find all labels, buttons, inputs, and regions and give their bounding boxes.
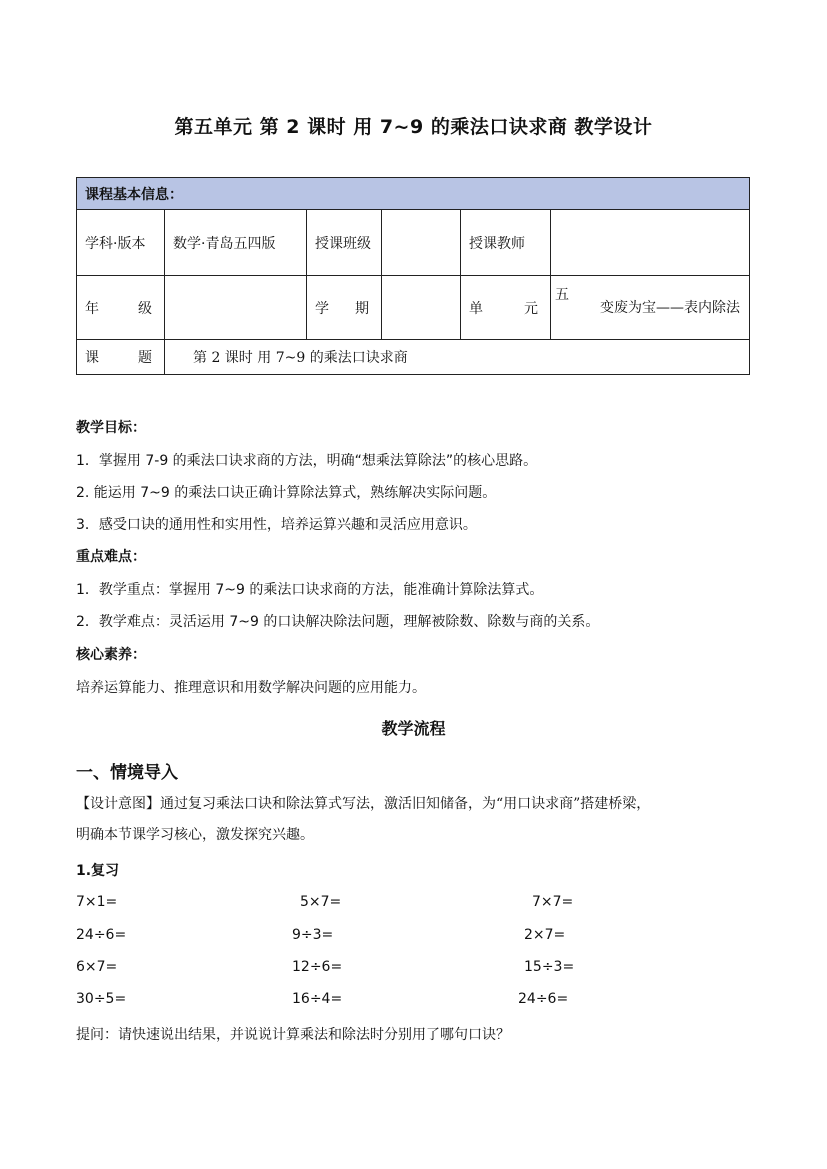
grade-label-cell (77, 276, 165, 340)
review-item: 7×7= (532, 894, 574, 910)
question-text: 提问：请快速说出结果，并说说计算乘法和除法时分别用了哪句口诀？ (76, 1027, 510, 1043)
review-item: 16÷4= (292, 991, 343, 1007)
review-item: 5×7= (300, 894, 342, 910)
class-label: 授课班级 (307, 210, 382, 276)
review-item: 2×7= (524, 927, 566, 943)
topic-label-cell (77, 340, 165, 375)
topic-label: 课 (85, 350, 99, 366)
table-header: 课程基本信息： (77, 178, 750, 210)
grade-label-2: 级 (138, 300, 152, 317)
term-label-2: 期 (355, 300, 369, 317)
section-heading: 一、情境导入 (76, 763, 178, 783)
teacher-label: 授课教师 (461, 210, 551, 276)
unit-label: 单 (469, 300, 483, 317)
review-item: 12÷6= (292, 959, 343, 975)
review-item: 9÷3= (292, 927, 334, 943)
unit-number: 五 (555, 287, 569, 303)
review-heading: 1.复习 (76, 863, 120, 879)
design-intent-line: 明确本节课学习核心，激发探究兴趣。 (76, 827, 314, 843)
review-item: 7×1= (76, 894, 118, 910)
review-item: 24÷6= (518, 991, 569, 1007)
subject-label: 学科·版本 (77, 210, 165, 276)
unit-label-2: 元 (524, 300, 538, 317)
review-item: 30÷5= (76, 991, 127, 1007)
subject-value: 数学·青岛五四版 (165, 210, 307, 276)
design-intent (76, 789, 756, 851)
key-point-item: 1．教学重点：掌握用 7~9 的乘法口诀求商的方法，能准确计算除法算式。 (76, 582, 544, 598)
review-item: 24÷6= (76, 927, 127, 943)
literacy-text: 培养运算能力、推理意识和用数学解决问题的应用能力。 (76, 680, 426, 696)
class-value (382, 210, 461, 276)
design-intent-line: 【设计意图】通过复习乘法口诀和除法算式写法，激活旧知储备，为“用口诀求商”搭建桥梁， (76, 796, 651, 812)
flow-heading: 教学流程 (381, 719, 446, 738)
objectives-heading: 教学目标： (76, 420, 146, 436)
objective-item: 3．感受口诀的通用性和实用性，培养运算兴趣和灵活应用意识。 (76, 517, 477, 533)
grade-label: 年 (85, 300, 99, 317)
topic-label-2: 题 (138, 350, 152, 366)
page-title: 第五单元 第 2 课时 用 7~9 的乘法口诀求商 教学设计 (174, 116, 653, 138)
key-points-heading: 重点难点： (76, 549, 146, 565)
review-item: 15÷3= (524, 959, 575, 975)
term-label-cell (307, 276, 382, 340)
key-point-item: 2．教学难点：灵活运用 7~9 的口诀解决除法问题，理解被除数、除数与商的关系。 (76, 614, 600, 630)
term-value (382, 276, 461, 340)
teacher-value (551, 210, 750, 276)
course-info-table (76, 177, 750, 375)
objective-item: 2. 能运用 7~9 的乘法口诀正确计算除法算式，熟练解决实际问题。 (76, 485, 497, 501)
grade-value (165, 276, 307, 340)
review-item: 6×7= (76, 959, 118, 975)
literacy-heading: 核心素养： (76, 647, 146, 663)
term-label: 学 (315, 300, 329, 317)
unit-value: 变废为宝——表内除法 (600, 299, 740, 316)
unit-label-cell (461, 276, 551, 340)
topic-value: 第 2 课时 用 7~9 的乘法口诀求商 (165, 340, 750, 375)
unit-value-cell (551, 276, 750, 340)
objective-item: 1．掌握用 7-9 的乘法口诀求商的方法，明确“想乘法算除法”的核心思路。 (76, 453, 538, 469)
